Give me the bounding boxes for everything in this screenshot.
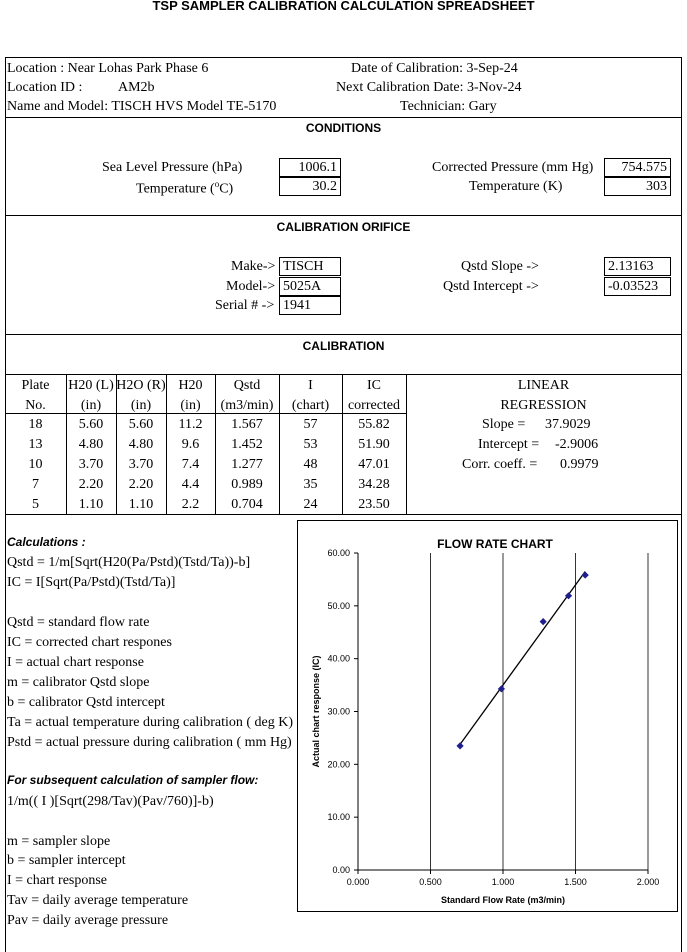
col-h2o-right: H2O (R) (in): [116, 378, 166, 413]
table-cell: 5.60: [128, 417, 154, 432]
table-cell: 5.60: [78, 417, 104, 432]
table-cell: 4.80: [78, 437, 104, 452]
col-plate: Plate No.: [21, 378, 50, 413]
sea-level-pressure-label: Sea Level Pressure (hPa): [102, 160, 243, 175]
table-cell: 24: [303, 497, 318, 512]
conditions-heading: CONDITIONS: [305, 121, 382, 135]
table-cell: 35: [303, 477, 318, 492]
serial-value: 1941: [279, 296, 341, 315]
qstd-intercept-value: -0.03523: [604, 277, 671, 296]
divider-table: [5, 514, 682, 515]
y-tick-label: 10.00: [327, 812, 350, 823]
table-cell: 34.28: [358, 477, 390, 492]
table-cell: 1.452: [231, 437, 263, 452]
table-cell: 3.70: [128, 457, 154, 472]
make-label: Make->: [231, 259, 276, 274]
serial-label: Serial # ->: [215, 298, 275, 313]
regression-corr-value: 0.9979: [560, 457, 599, 472]
regression-corr-label: Corr. coeff. =: [462, 457, 538, 472]
temperature-k-label: Temperature (K): [469, 179, 563, 194]
x-tick-label: 2.000: [636, 877, 660, 887]
name-model-text: Name and Model: TISCH HVS Model TE-5170: [7, 99, 277, 114]
table-cell: 9.6: [181, 437, 200, 452]
table-cell: 1.277: [231, 457, 263, 472]
table-vline: [406, 374, 407, 514]
next-calibration-date: Next Calibration Date: 3-Nov-24: [336, 80, 522, 95]
formula-qstd: Qstd = 1/m[Sqrt(H20(Pa/Pstd)(Tstd/Ta))-b]: [7, 555, 251, 570]
y-axis-label: Actual chart response (IC): [311, 655, 321, 768]
table-cell: 1.10: [78, 497, 104, 512]
table-cell: 0.704: [231, 497, 263, 512]
col-qstd: Qstd (m3/min): [220, 378, 274, 413]
chart-frame: [298, 521, 678, 912]
col-ic: IC corrected: [347, 378, 401, 413]
subsequent-heading: For subsequent calculation of sampler flow:: [7, 773, 259, 787]
page-title: TSP SAMPLER CALIBRATION CALCULATION SPREADSHEET: [152, 0, 535, 13]
divider-header: [5, 117, 682, 118]
table-cell: 11.2: [178, 417, 203, 432]
col-regression: LINEAR REGRESSION: [500, 378, 587, 413]
regression-slope-label: Slope =: [482, 417, 526, 432]
calculations-heading: Calculations :: [7, 535, 86, 549]
table-cell: 7: [32, 477, 39, 492]
model-value: 5025A: [279, 277, 341, 296]
def-ta: Ta = actual temperature during calibration ( deg K): [7, 715, 294, 730]
divider-orifice: [5, 334, 682, 335]
x-tick-label: 0.000: [346, 877, 370, 887]
def-pav: Pav = daily average pressure: [7, 913, 169, 928]
def-ic: IC = corrected chart respones: [7, 635, 172, 650]
y-tick-label: 40.00: [327, 653, 350, 664]
table-cell: 2.20: [128, 477, 154, 492]
y-tick-label: 30.00: [327, 706, 350, 717]
date-of-calibration: Date of Calibration: 3-Sep-24: [351, 61, 518, 76]
table-cell: 53: [303, 437, 318, 452]
orifice-heading: CALIBRATION ORIFICE: [276, 220, 411, 234]
def-m2: m = sampler slope: [7, 834, 111, 849]
table-cell: 47.01: [358, 457, 390, 472]
col-h2o: H20 (in): [178, 378, 203, 413]
regression-intercept-value: -2.9006: [555, 437, 599, 452]
x-tick-label: 1.000: [491, 877, 515, 887]
divider-calibration: [5, 374, 682, 375]
table-cell: 13: [28, 437, 43, 452]
y-tick-label: 50.00: [327, 600, 350, 611]
flow-rate-chart: [297, 520, 678, 912]
table-cell: 3.70: [78, 457, 104, 472]
table-cell: 2.20: [78, 477, 104, 492]
calibration-heading: CALIBRATION: [302, 339, 385, 353]
table-cell: 4.80: [128, 437, 154, 452]
table-cell: 1.567: [231, 417, 263, 432]
def-pstd: Pstd = actual pressure during calibration ( mm Hg): [7, 735, 292, 750]
table-cell: 1.10: [128, 497, 154, 512]
formula-ic: IC = I[Sqrt(Pa/Pstd)(Tstd/Ta)]: [7, 575, 176, 590]
location-id-label: Location ID :: [7, 80, 83, 95]
temperature-c-value: 30.2: [279, 177, 341, 196]
y-tick-label: 60.00: [327, 548, 350, 558]
frame-top: [5, 57, 682, 58]
table-cell: 51.90: [358, 437, 390, 452]
table-cell: 0.989: [231, 477, 263, 492]
corrected-pressure-value: 754.575: [604, 158, 671, 177]
x-axis-label: Standard Flow Rate (m3/min): [440, 895, 566, 905]
frame-right: [681, 57, 682, 952]
formula-flow: 1/m(( I )[Sqrt(298/Tav)(Pav/760)]-b): [7, 794, 214, 809]
table-cell: 5: [32, 497, 39, 512]
table-cell: 57: [303, 417, 318, 432]
def-m: m = calibrator Qstd slope: [7, 675, 150, 690]
table-cell: 48: [303, 457, 318, 472]
model-label: Model->: [226, 279, 276, 294]
divider-conditions: [5, 215, 682, 216]
regression-slope-value: 37.9029: [545, 417, 591, 432]
table-cell: 10: [28, 457, 43, 472]
def-qstd: Qstd = standard flow rate: [7, 615, 150, 630]
def-b: b = calibrator Qstd intercept: [7, 695, 165, 710]
location-text: Location : Near Lohas Park Phase 6: [7, 61, 209, 76]
y-tick-label: 20.00: [327, 759, 350, 770]
regression-intercept-label: Intercept =: [478, 437, 540, 452]
def-b2: b = sampler intercept: [7, 853, 126, 868]
x-tick-label: 1.500: [564, 877, 587, 887]
temperature-k-value: 303: [604, 177, 671, 196]
make-value: TISCH: [279, 257, 341, 276]
col-h2o-left: H20 (L) (in): [68, 378, 114, 413]
qstd-intercept-label: Qstd Intercept ->: [443, 279, 539, 294]
table-cell: 23.50: [358, 497, 390, 512]
def-tav: Tav = daily average temperature: [7, 893, 189, 908]
corrected-pressure-label: Corrected Pressure (mm Hg): [432, 160, 594, 175]
qstd-slope-value: 2.13163: [604, 257, 671, 276]
y-tick-label: 0.00: [332, 865, 350, 875]
def-i2: I = chart response: [7, 873, 108, 888]
temperature-c-label: Temperature ($^o$C): [136, 179, 234, 197]
qstd-slope-label: Qstd Slope ->: [461, 259, 539, 274]
sea-level-pressure-value: 1006.1: [279, 158, 341, 177]
x-tick-label: 0.500: [419, 877, 442, 887]
table-cell: 7.4: [181, 457, 200, 472]
location-id-value: AM2b: [118, 80, 155, 95]
table-cell: 55.82: [358, 417, 390, 432]
table-cell: 18: [28, 417, 43, 432]
col-i: I (chart): [291, 378, 330, 413]
chart-title: FLOW RATE CHART: [437, 537, 553, 551]
def-i: I = actual chart response: [7, 655, 144, 670]
table-cell: 2.2: [181, 497, 200, 512]
table-cell: 4.4: [181, 477, 200, 492]
technician: Technician: Gary: [400, 99, 497, 114]
